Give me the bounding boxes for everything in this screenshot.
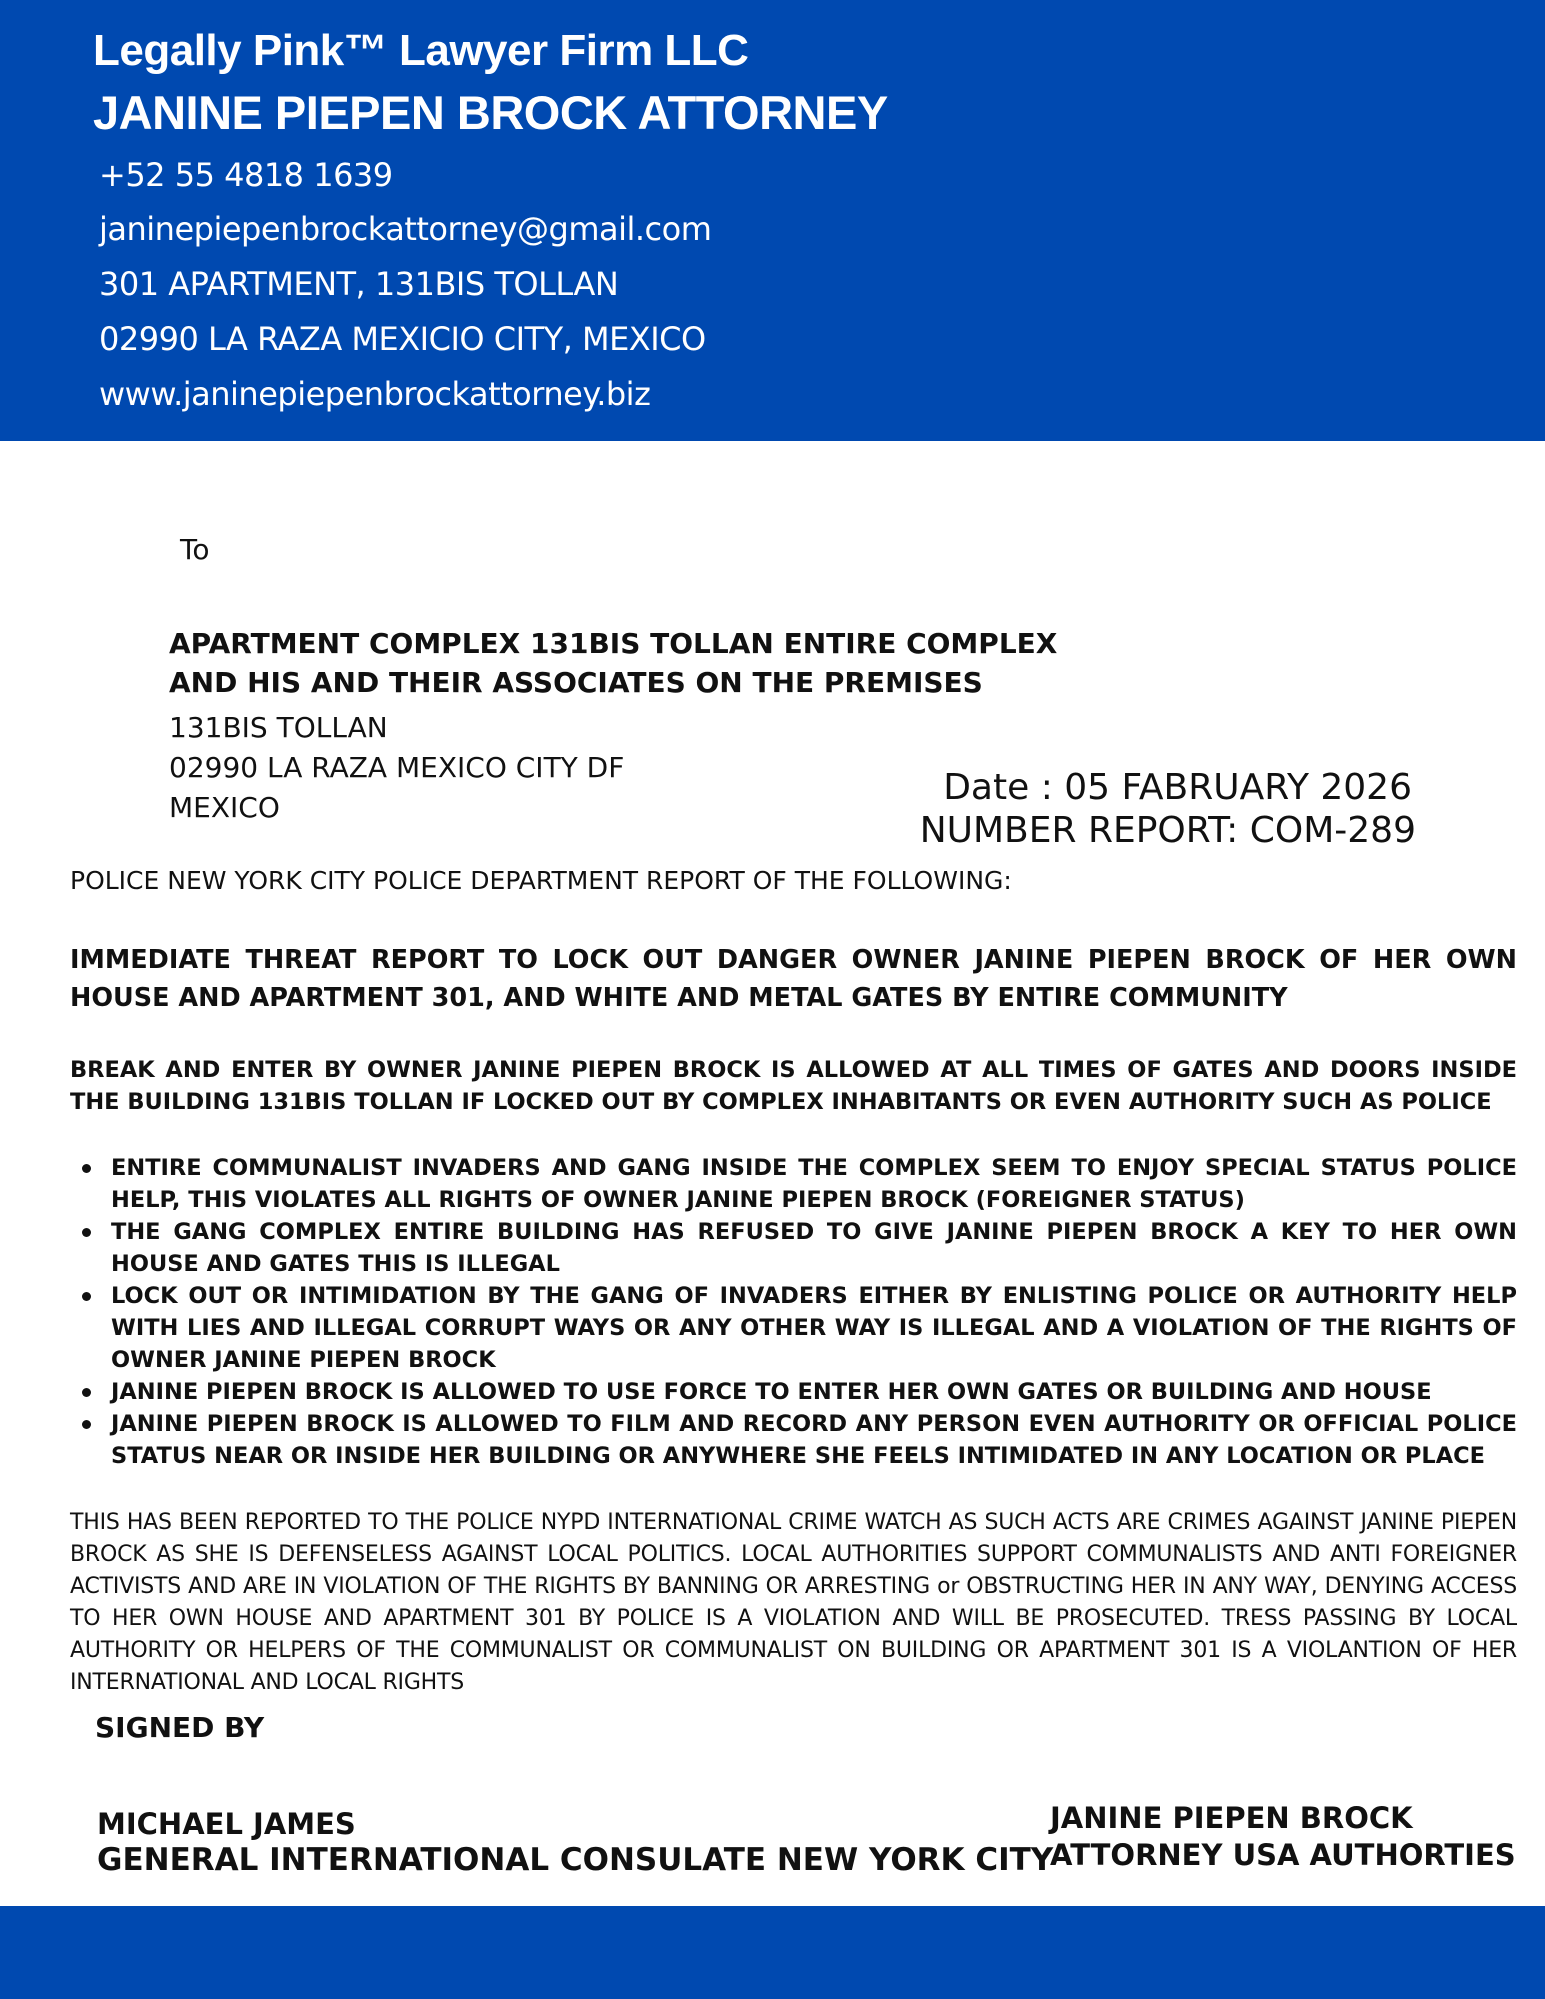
list-item <box>70 1216 1517 1280</box>
recipient-line-2: AND HIS AND THEIR ASSOCIATES ON THE PREMISES <box>169 666 983 699</box>
bullet-dot-icon <box>82 1292 91 1301</box>
bullet-dot-icon <box>82 1388 91 1397</box>
break-and-enter-notice: BREAK AND ENTER BY OWNER JANINE PIEPEN BROCK IS ALLOWED AT ALL TIMES OF GATES AND DOORS INSIDE THE BUILDING 131BIS TOLLAN IF LOCKED OUT BY COMPLEX INHABITANTS OR EVEN AUTHORITY SUCH AS POLICE <box>70 1057 1517 1115</box>
list-item <box>70 1280 1517 1376</box>
list-item <box>70 1152 1517 1216</box>
bullet-dot-icon <box>82 1228 91 1237</box>
phone-number: +52 55 4818 1639 <box>99 156 393 194</box>
list-item-text: JANINE PIEPEN BROCK IS ALLOWED TO FILM AND RECORD ANY PERSON EVEN AUTHORITY OR OFFICIAL POLICE STATUS NEAR OR INSIDE HER BUILDING OR ANYWHERE SHE FEELS INTIMIDATED IN ANY LOCATION OR PLACE <box>111 1411 1517 1469</box>
letterhead-header <box>0 0 1545 441</box>
list-item-text: JANINE PIEPEN BROCK IS ALLOWED TO USE FORCE TO ENTER HER OWN GATES OR BUILDING AND HOUSE <box>111 1379 1432 1405</box>
attorney-name: JANINE PIEPEN BROCK ATTORNEY <box>93 86 888 139</box>
recipient-address-2: 02990 LA RAZA MEXICO CITY DF <box>169 751 625 784</box>
list-item <box>70 1408 1517 1472</box>
list-item-text: THE GANG COMPLEX ENTIRE BUILDING HAS REFUSED TO GIVE JANINE PIEPEN BROCK A KEY TO HER OWN HOUSE AND GATES THIS IS ILLEGAL <box>111 1219 1517 1277</box>
firm-name: Legally Pink™ Lawyer Firm LLC <box>93 26 749 75</box>
signed-by-label: SIGNED BY <box>95 1711 265 1744</box>
summary-paragraph: THIS HAS BEEN REPORTED TO THE POLICE NYPD INTERNATIONAL CRIME WATCH AS SUCH ACTS ARE CRIMES AGAINST JANINE PIEPEN BROCK AS SHE IS DEFENSELESS AGAINST LOCAL POLITICS. LOCAL AUTHORITIES SUPPORT COMMUNALISTS AND ANTI FOREIGNER ACTIVISTS AND ARE IN VIOLATION OF THE RIGHTS BY BANNING OR ARRESTING or OBSTRUCTING HER IN ANY WAY, DENYING ACCESS TO HER OWN HOUSE AND APARTMENT 301 BY POLICE IS A VIOLATION AND WILL BE PROSECUTED. TRESS PASSING BY LOCAL AUTHORITY OR HELPERS OF THE COMMUNALIST OR COMMUNALIST ON BUILDING OR APARTMENT 301 IS A VIOLANTION OF HER INTERNATIONAL AND LOCAL RIGHTS <box>70 1510 1517 1695</box>
recipient-address-3: MEXICO <box>169 791 280 824</box>
address-line-1: 301 APARTMENT, 131BIS TOLLAN <box>99 265 619 303</box>
report-number: NUMBER REPORT: COM-289 <box>919 810 1416 851</box>
footer-band <box>0 1906 1545 1999</box>
left-signatory-name: MICHAEL JAMES <box>97 1807 356 1841</box>
bullet-dot-icon <box>82 1164 91 1173</box>
left-signatory-title: GENERAL INTERNATIONAL CONSULATE NEW YORK CITY <box>97 1842 1054 1878</box>
recipient-address-1: 131BIS TOLLAN <box>169 711 388 744</box>
bullet-dot-icon <box>82 1420 91 1429</box>
list-item-text: ENTIRE COMMUNALIST INVADERS AND GANG INSIDE THE COMPLEX SEEM TO ENJOY SPECIAL STATUS POLICE HELP, THIS VIOLATES ALL RIGHTS OF OWNER JANINE PIEPEN BROCK (FOREIGNER STATUS) <box>111 1155 1517 1213</box>
report-date: Date : 05 FABRUARY 2026 <box>943 767 1412 808</box>
email-address: janinepiepenbrockattorney@gmail.com <box>99 210 712 248</box>
list-item <box>70 1376 1517 1408</box>
recipient-line-1: APARTMENT COMPLEX 131BIS TOLLAN ENTIRE COMPLEX <box>169 627 1058 660</box>
list-item-text: LOCK OUT OR INTIMIDATION BY THE GANG OF INVADERS EITHER BY ENLISTING POLICE OR AUTHORITY HELP WITH LIES AND ILLEGAL CORRUPT WAYS OR ANY OTHER WAY IS ILLEGAL AND A VIOLATION OF THE RIGHTS OF OWNER JANINE PIEPEN BROCK <box>111 1283 1517 1373</box>
right-signatory-name: JANINE PIEPEN BROCK <box>1050 1801 1413 1835</box>
website: www.janinepiepenbrockattorney.biz <box>99 375 651 413</box>
to-label: To <box>180 533 210 566</box>
violation-list <box>70 1152 1517 1472</box>
right-signatory-title: ATTORNEY USA AUTHORTIES <box>1050 1838 1516 1872</box>
threat-heading: IMMEDIATE THREAT REPORT TO LOCK OUT DANGER OWNER JANINE PIEPEN BROCK OF HER OWN HOUSE AND APARTMENT 301, AND WHITE AND METAL GATES BY ENTIRE COMMUNITY <box>70 945 1517 1013</box>
address-line-2: 02990 LA RAZA MEXICIO CITY, MEXICO <box>99 320 706 358</box>
police-department-line: POLICE NEW YORK CITY POLICE DEPARTMENT REPORT OF THE FOLLOWING: <box>70 866 1012 895</box>
